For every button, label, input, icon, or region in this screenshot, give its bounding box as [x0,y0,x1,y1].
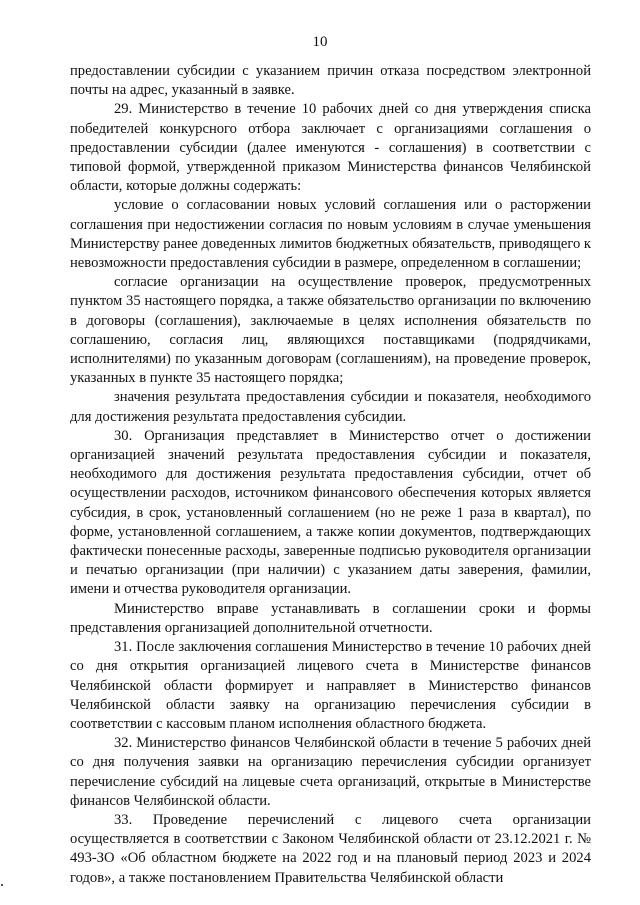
document-body [70,62,591,888]
page-number: 10 [312,34,328,50]
scan-speck [1,884,3,886]
paragraph-29-consent: согласие организации на осуществление проверок, предусмотренных пунктом 35 настоящего порядка, а также обязательство организации по включению в договоры (соглашения), заключаемые в целях исполнения обязательств по соглашению, согласия лиц, являющихся поставщиками (подрядчиками, исполнителями) по указанным договорам (соглашениям), на проведение проверок, указанных в пункте 35 настоящего порядка; [70,274,591,387]
paragraph-29: 29. Министерство в течение 10 рабочих дней со дня утверждения списка победителей конкурсного отбора заключает с организациями соглашения о предоставлении субсидии (далее именуются - соглашения) в соответствии с типовой формой, утвержденной приказом Министерства финансов Челябинской области, которые должны содержать: [70,101,591,195]
paragraph-29-values: значения результата предоставления субсидии и показателя, необходимого для достижения результата предоставления субсидии. [70,389,591,425]
paragraph-30-additional: Министерство вправе устанавливать в соглашении сроки и формы представления организацией дополнительной отчетности. [70,600,591,636]
paragraph-continuation: предоставлении субсидии с указанием причин отказа посредством электронной почты на адрес, указанный в заявке. [70,63,591,99]
paragraph-30: 30. Организация представляет в Министерство отчет о достижении организацией значений результата предоставления субсидии и показателя, необходимого для достижения результата предоставления субсидии, отчет об осуществлении расходов, источником финансового обеспечения которых является субсидия, в срок, установленный соглашением (но не реже 1 раза в квартал), по форме, установленной соглашением, а также копии документов, подтверждающих фактически понесенные расходы, заверенные подписью руководителя организации и печатью организации (при наличии) с указанием даты заверения, фамилии, имени и отчества руководителя организации. [70,427,591,598]
paragraph-31: 31. После заключения соглашения Министерство в течение 10 рабочих дней со дня открытия организацией лицевого счета в Министерстве финансов Челябинской области формирует и направляет в Министерство финансов Челябинской области заявку на организацию перечисления субсидии в соответствии с кассовым планом исполнения областного бюджета. [70,639,591,732]
paragraph-32: 32. Министерство финансов Челябинской области в течение 5 рабочих дней со дня получения заявки на организацию перечисления субсидии организует перечисление субсидий на лицевые счета организаций, открытые в Министерстве финансов Челябинской области. [70,735,591,809]
paragraph-29-condition: условие о согласовании новых условий соглашения или о расторжении соглашения при недостижении согласия по новым условиям в случае уменьшения Министерству ранее доведенных лимитов бюджетных обязательств, приводящего к невозможности предоставления субсидии в размере, определенном в соглашении; [70,197,591,272]
paragraph-33: 33. Проведение перечислений с лицевого счета организации осуществляется в соответствии с Законом Челябинской области от 23.12.2021 г. № 493-ЗО «Об областном бюджете на 2022 год и на плановый период 2023 и 2024 годов», а также постановлением Правительства Челябинской области [70,811,591,886]
